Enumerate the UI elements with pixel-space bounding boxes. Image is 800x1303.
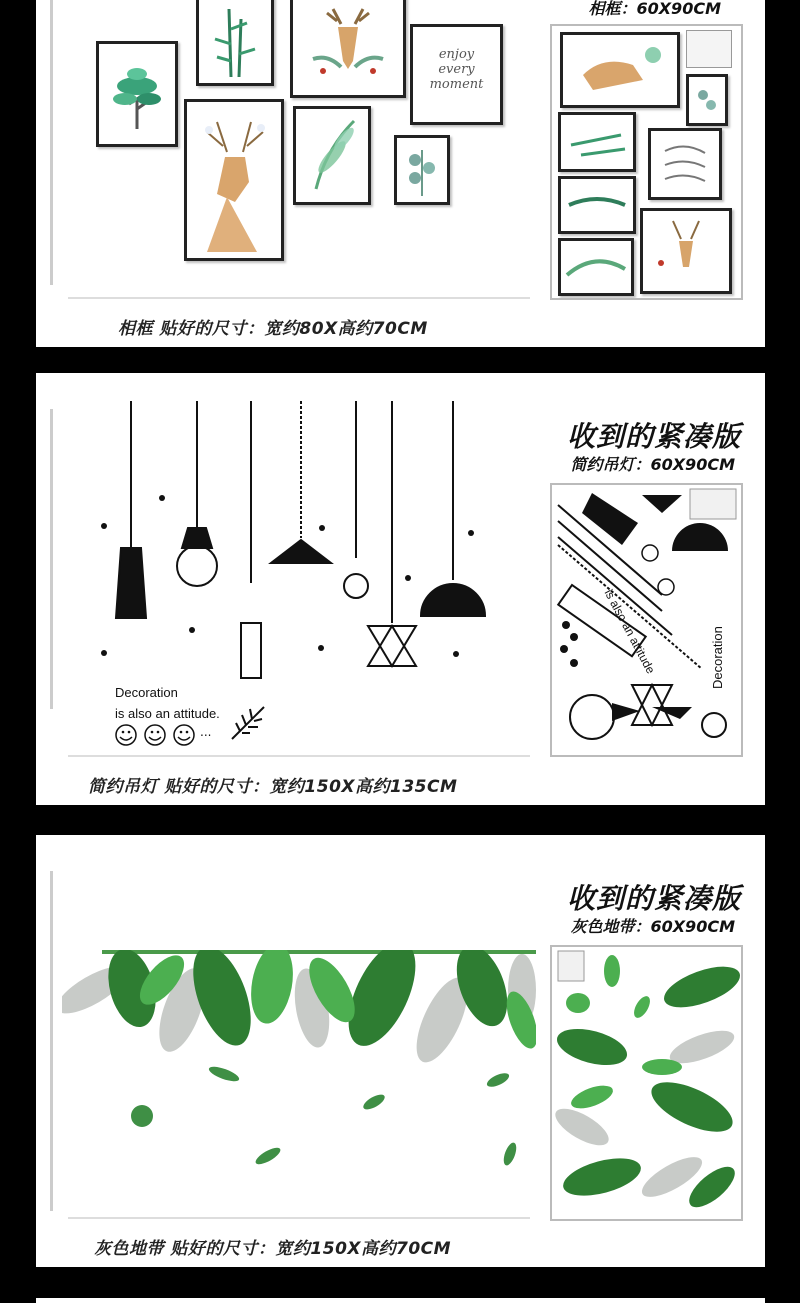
next-panel-edge: [36, 1298, 765, 1303]
panel-divider-vertical: [50, 871, 53, 1211]
sheet-bamboo-frame: [558, 112, 636, 172]
eucalyptus-frame: [394, 135, 450, 205]
panel-divider-vertical: [50, 409, 53, 709]
leaf-sheet-artwork: [552, 947, 741, 1219]
lamp-bottle-bulb: [241, 623, 261, 678]
fern-leaf-icon: [228, 703, 268, 743]
decal-text-line1: Decoration: [115, 685, 178, 700]
lamp-cone: [116, 548, 146, 618]
photo-frames-panel: [36, 0, 765, 347]
panel-caption: 简约吊灯 贴好的尺寸：宽约150X高约135CM: [88, 777, 458, 797]
compact-version-headline: 收到的紧凑版: [566, 882, 741, 915]
lamp-bulb: [344, 574, 368, 598]
sheet-label-tag: [686, 30, 732, 68]
enjoy-every-moment-frame: [410, 24, 503, 125]
sticker-sheet-preview: [550, 24, 743, 300]
sheet-spec: 简约吊灯：60X90CM: [570, 455, 735, 474]
pine-tree-frame: [96, 41, 178, 147]
lamp-dome: [421, 584, 485, 616]
artwork-text-line2: every: [438, 62, 475, 77]
sheet-attitude-text: is also an attitude: [601, 587, 658, 677]
sticker-sheet-preview: [550, 483, 743, 757]
sheet-spec: 灰色地带：60X90CM: [570, 917, 735, 936]
deer-portrait-frame: [184, 99, 284, 261]
caption-divider: [68, 1217, 530, 1219]
sheet-decoration-text: Decoration: [710, 626, 725, 689]
sheet-eucalyptus-frame: [686, 74, 728, 126]
sheet-spec: 相框：60X90CM: [588, 0, 721, 18]
pendant-lamps-illustration: [96, 398, 506, 703]
sheet-leaf-frame: [558, 238, 634, 296]
sheet-deer-head-frame: [640, 208, 732, 294]
sticker-sheet-preview: [550, 945, 743, 1221]
feather-leaf-frame: [293, 106, 371, 205]
artwork-text-line1: enjoy: [438, 47, 475, 62]
sheet-moment-frame: [648, 128, 722, 200]
decal-text-block: [115, 682, 220, 724]
caption-divider: [68, 755, 530, 757]
sheet-pine-frame: [558, 176, 636, 234]
decal-ellipsis: ...: [200, 725, 212, 739]
sheet-label-tag: [558, 951, 584, 981]
grey-band-panel: [36, 835, 765, 1267]
caption-divider: [68, 297, 530, 299]
lamp-geometric: [368, 626, 416, 666]
compact-version-headline: 收到的紧凑版: [566, 420, 741, 453]
decal-text-line2: is also an attitude.: [115, 706, 220, 721]
smiley-faces-row: [115, 723, 245, 747]
panel-divider-vertical: [50, 0, 53, 285]
tropical-leaves-illustration: [62, 950, 536, 1200]
panel-caption: 相框 贴好的尺寸：宽约80X高约70CM: [118, 319, 428, 339]
sheet-label-tag: [690, 489, 736, 519]
lamp-flat-shade: [271, 540, 331, 563]
sheet-deer-frame: [560, 32, 680, 108]
artwork-text-line3: moment: [429, 77, 484, 92]
lamp-sheet-artwork: [552, 485, 741, 755]
bamboo-frame: [196, 0, 274, 86]
pendant-lamps-panel: [36, 373, 765, 805]
deer-head-frame: [290, 0, 406, 98]
panel-caption: 灰色地带 贴好的尺寸：宽约150X高约70CM: [94, 1239, 452, 1259]
lamp-cage: [177, 546, 217, 586]
